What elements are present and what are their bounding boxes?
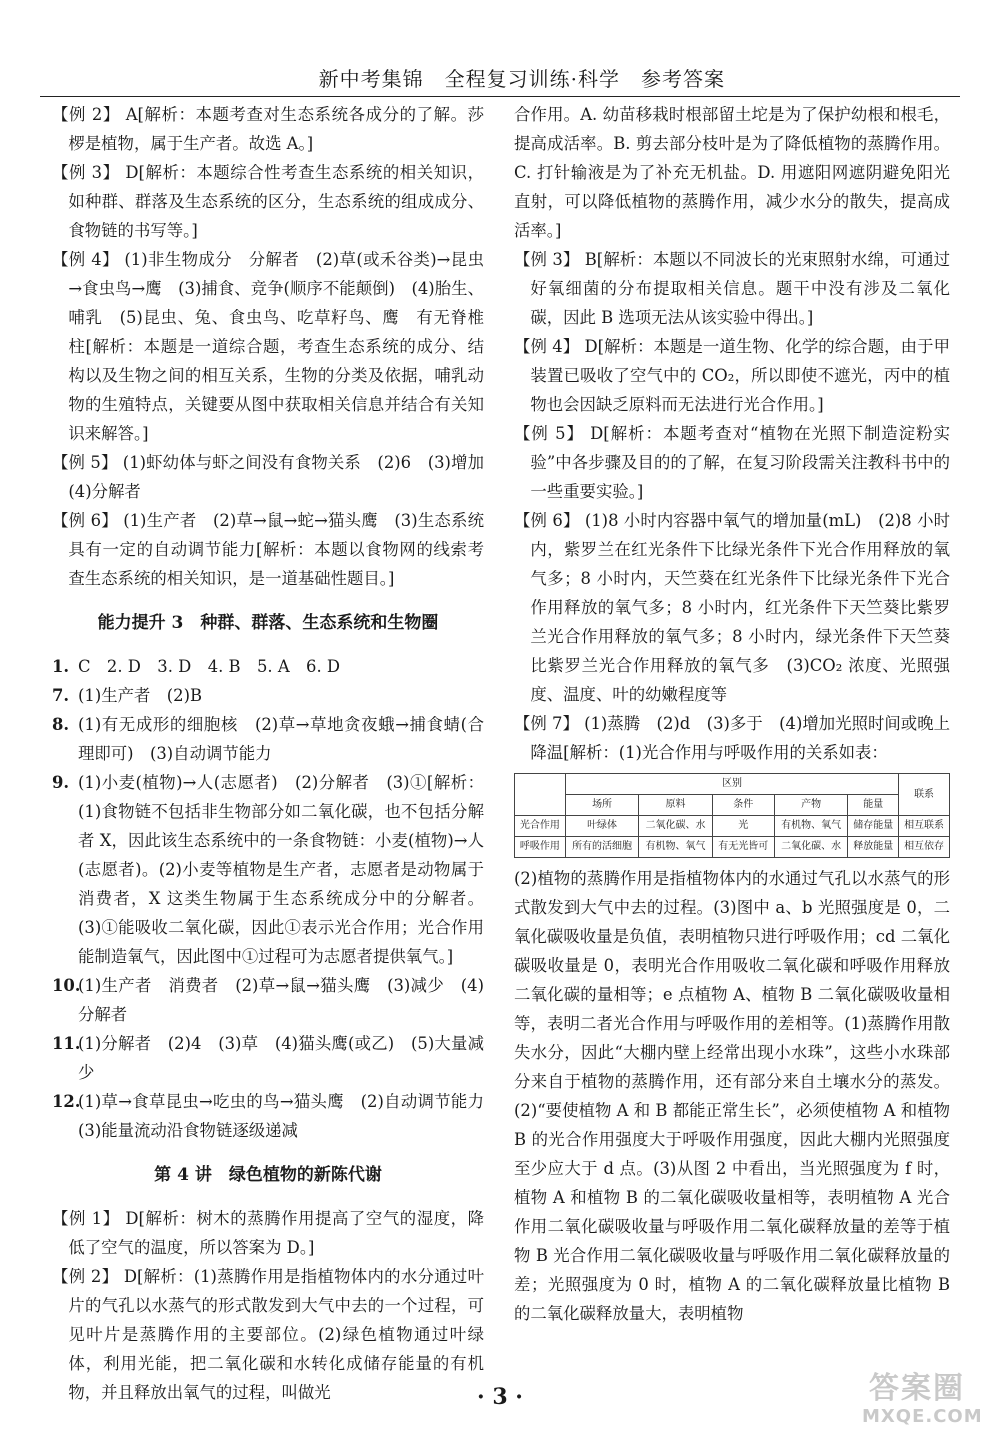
answer-list [52, 652, 501, 1145]
item-text: C 2. D 3. D 4. B 5. A 6. D [78, 657, 341, 676]
item-text: (1)分解者 (2)4 (3)草 (4)猫头鹰(或乙) (5)大量减少 [78, 1034, 484, 1082]
item-number: 7. [52, 686, 70, 705]
answer-example-1: 【例 1】 D[解析：树木的蒸腾作用提高了空气的湿度，降低了空气的温度，所以答案为 D。] [52, 1209, 484, 1257]
table-cell: 二氧化碳、水 [774, 837, 847, 858]
list-item [52, 768, 484, 971]
table-row [515, 837, 950, 858]
table-cell: 储存能量 [848, 816, 899, 837]
answer-example-7-lecture4: 【例 7】 (1)蒸腾 (2)d (3)多于 (4)增加光照时间或晚上降温[解析：(1)光合作用与呼吸作用的关系如表： [514, 714, 950, 762]
answer-example-4: 【例 4】 (1)非生物成分 分解者 (2)草(或禾谷类)→昆虫→食虫鸟→鹰 (3)捕食、竞争(顺序不能颠倒) (4)胎生、哺乳 (5)昆虫、兔、食虫鸟、吃草籽鸟、鹰 有无脊椎柱[解析：本题是一道综合题，考查生态系统的成分、结构以及生物之间的相互关系，生物的分类及依据，哺乳动物的生殖特点，关键要从图中获取相关信息并结合有关知识来解答。] [52, 250, 484, 443]
answer-example-2-lecture4: 【例 2】 D[解析：(1)蒸腾作用是指植物体内的水分通过叶片的气孔以水蒸气的形式散发到大气中去的一个过程，可见叶片是蒸腾作用的主要部位。(2)绿色植物通过叶绿体，利用光能，把二氧化碳和水转化成储存能量的有机物，并且释放出氧气的过程，叫做光 [52, 1267, 484, 1402]
table-cell: 光 [712, 816, 774, 837]
table-cell: 相互联系 [899, 816, 950, 837]
list-item [52, 710, 484, 768]
table-cell: 有无光皆可 [712, 837, 774, 858]
header-title: 新中考集锦 全程复习训练·科学 参考答案 [318, 67, 725, 91]
watermark-logo [862, 1371, 983, 1436]
answer-example-2: 【例 2】 A[解析：本题考查对生态系统各成分的了解。莎椤是植物，属于生产者。故选 A。] [52, 105, 484, 153]
table-col-header: 原料 [639, 795, 712, 816]
left-column [52, 100, 501, 1407]
list-item [52, 1029, 484, 1087]
table-row-header: 光合作用 [515, 816, 566, 837]
list-item [52, 652, 484, 681]
list-item [52, 1087, 501, 1145]
table-col-header: 场所 [565, 795, 638, 816]
list-item [52, 971, 484, 1029]
list-item [52, 681, 484, 710]
table-cell: 有机物、氧气 [774, 816, 847, 837]
answer-example-5: 【例 5】 (1)虾幼体与虾之间没有食物关系 (2)6 (3)增加 (4)分解者 [52, 453, 501, 501]
table-cell: 释放能量 [848, 837, 899, 858]
item-number: 8. [52, 715, 70, 734]
item-number: 12. [52, 1092, 81, 1111]
continued-paragraph: 合作用。A. 幼苗移栽时根部留土坨是为了保护幼根和根毛，提高成活率。B. 剪去部分枝叶是为了降低植物的蒸腾作用。C. 打针输液是为了补充无机盐。D. 用遮阳网遮阴避免阳光直射，可以降低植物的蒸腾作用，减少水分的散失，提高成活率。] [514, 105, 950, 240]
explanation-paragraph: (2)植物的蒸腾作用是指植物体内的水通过气孔以水蒸气的形式散发到大气中去的过程。(3)图中 a、b 光照强度是 0，二氧化碳吸收量是负值，表明植物只进行呼吸作用；cd 二氧化碳吸收量是 0，表明光合作用吸收二氧化碳和呼吸作用释放二氧化碳的量相等；e 点植物 A、植物 B 二氧化碳吸收量相等，表明二者光合作用与呼吸作用的差相等。(1)蒸腾作用散失水分，因此“大棚内壁上经常出现小水珠”，这些小水珠部分来自于植物的蒸腾作用，还有部分来自土壤水分的蒸发。(2)“要使植物 A 和 B 都能正常生长”，必须使植物 A 和植物 B 的光合作用强度大于呼吸作用强度，因此大棚内光照强度至少应大于 d 点。(3)从图 2 中看出，当光照强度为 f 时，植物 A 和植物 B 的二氧化碳吸收量相等，表明植物 A 光合作用二氧化碳吸收量与呼吸作用二氧化碳释放量的差等于植物 B 光合作用二氧化碳吸收量与呼吸作用二氧化碳释放量的差；光照强度为 0 时，植物 A 的二氧化碳释放量比植物 B 的二氧化碳释放量大，表明植物 [514, 869, 950, 1323]
answer-example-6-lecture4: 【例 6】 (1)8 小时内容器中氧气的增加量(mL) (2)8 小时内，紫罗兰在红光条件下比绿光条件下光合作用释放的氧气多；8 小时内，天竺葵在红光条件下比绿光条件下光合作用释放的氧气多；8 小时内，红光条件下天竺葵比紫罗兰光合作用释放的氧气多；8 小时内，绿光条件下天竺葵比紫罗兰光合作用释放的氧气多 (3)CO₂ 浓度、光照强度、温度、叶的幼嫩程度等 [514, 511, 950, 704]
answer-example-5-lecture4: 【例 5】 D[解析：本题考查对“植物在光照下制造淀粉实验”中各步骤及目的的了解，在复习阶段需关注教科书中的一些重要实验。] [514, 424, 950, 501]
table-row [515, 816, 950, 837]
right-column [514, 100, 950, 1328]
table-corner-cell [515, 774, 566, 816]
page-header [40, 62, 960, 97]
table-row-header: 呼吸作用 [515, 837, 566, 858]
section-title-ability-3: 能力提升 3 种群、群落、生态系统和生物圈 [97, 613, 439, 633]
item-number: 11. [52, 1034, 81, 1053]
item-text: (1)生产者 (2)B [78, 686, 203, 705]
table-col-header: 能量 [848, 795, 899, 816]
answer-example-6: 【例 6】 (1)生产者 (2)草→鼠→蛇→猫头鹰 (3)生态系统具有一定的自动调节能力[解析：本题以食物网的线索考查生态系统的相关知识，是一道基础性题目。] [52, 511, 484, 588]
item-text: (1)草→食草昆虫→吃虫的鸟→猫头鹰 (2)自动调节能力 (3)能量流动沿食物链逐级递减 [78, 1092, 501, 1140]
table-cell: 有机物、氧气 [639, 837, 712, 858]
watermark-logo-text: 答案圈 [869, 1371, 965, 1406]
table-cell: 二氧化碳、水 [639, 816, 712, 837]
table-group-header: 区别 [565, 774, 898, 795]
comparison-table [514, 773, 950, 858]
table-col-header: 产物 [774, 795, 847, 816]
item-number: 9. [52, 773, 70, 792]
item-text: (1)有无成形的细胞核 (2)草→草地贪夜蛾→捕食蜻(合理即可) (3)自动调节能力 [78, 715, 484, 763]
table-cell: 相互依存 [899, 837, 950, 858]
watermark-url: MXQE.COM [862, 1406, 983, 1427]
item-number: 1. [52, 657, 70, 676]
table-col-header: 条件 [712, 795, 774, 816]
answer-example-4-lecture4: 【例 4】 D[解析：本题是一道生物、化学的综合题，由于甲装置已吸收了空气中的 CO₂，所以即使不遮光，丙中的植物也会因缺乏原料而无法进行光合作用。] [514, 337, 950, 414]
table-link-header: 联系 [899, 774, 950, 816]
table-cell: 叶绿体 [565, 816, 638, 837]
item-text: (1)生产者 消费者 (2)草→鼠→猫头鹰 (3)减少 (4)分解者 [78, 976, 484, 1024]
item-text: (1)小麦(植物)→人(志愿者) (2)分解者 (3)①[解析：(1)食物链不包括非生物部分如二氧化碳，也不包括分解者 X，因此该生态系统中的一条食物链：小麦(植物)→人(志愿者)。(2)小麦等植物是生产者，志愿者是动物属于消费者，X 这类生物属于生态系统成分中的分解者。(3)①能吸收二氧化碳，因此①表示光合作用；光合作用能制造氧气，因此图中①过程可为志愿者提供氧气。] [78, 773, 484, 966]
page-number: · 3 · [477, 1384, 523, 1410]
answer-example-3-lecture4: 【例 3】 B[解析：本题以不同波长的光束照射水绵，可通过好氧细菌的分布提取相关信息。题干中没有涉及二氧化碳，因此 B 选项无法从该实验中得出。] [514, 250, 950, 327]
answer-example-3: 【例 3】 D[解析：本题综合性考查生态系统的相关知识，如种群、群落及生态系统的区分，生态系统的组成成分、食物链的书写等。] [52, 163, 484, 240]
section-title-lecture-4: 第 4 讲 绿色植物的新陈代谢 [154, 1165, 382, 1185]
table-cell: 所有的活细胞 [565, 837, 638, 858]
item-number: 10. [52, 976, 81, 995]
